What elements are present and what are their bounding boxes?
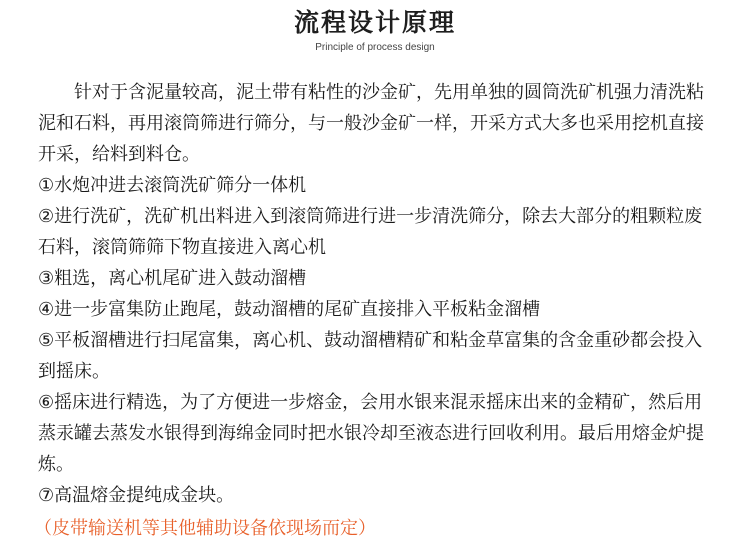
page-subtitle: Principle of process design	[315, 42, 435, 53]
step-5: ⑤平板溜槽进行扫尾富集，离心机、鼓动溜槽精矿和粘金草富集的含金重砂都会投入到摇床。	[38, 330, 703, 382]
step-1: ①水炮冲进去滚筒洗矿筛分一体机	[38, 175, 307, 196]
intro-paragraph: 针对于含泥量较高，泥土带有粘性的沙金矿，先用单独的圆筒洗矿机强力清洗粘泥和石料，再用滚筒筛进行筛分，与一般沙金矿一样，开采方式大多也采用挖机直接开采，给料到料仓。	[38, 82, 704, 165]
process-description	[38, 77, 718, 511]
step-2: ②进行洗矿，洗矿机出料进入到滚筒筛进行进一步清洗筛分，除去大部分的粗颗粒废石料，滚筒筛筛下物直接进入离心机	[38, 206, 703, 258]
step-4: ④进一步富集防止跑尾，鼓动溜槽的尾矿直接排入平板粘金溜槽	[38, 299, 541, 320]
page-title: 流程设计原理	[293, 8, 456, 37]
step-3: ③粗选，离心机尾矿进入鼓动溜槽	[38, 268, 307, 289]
equipment-note: （皮带输送机等其他辅助设备依现场而定）	[34, 518, 376, 539]
step-6: ⑥摇床进行精选，为了方便进一步熔金，会用水银来混汞摇床出来的金精矿，然后用蒸汞罐去蒸发水银得到海绵金同时把水银冷却至液态进行回收利用。最后用熔金炉提炼。	[38, 392, 704, 475]
step-7: ⑦高温熔金提纯成金块。	[38, 485, 235, 506]
